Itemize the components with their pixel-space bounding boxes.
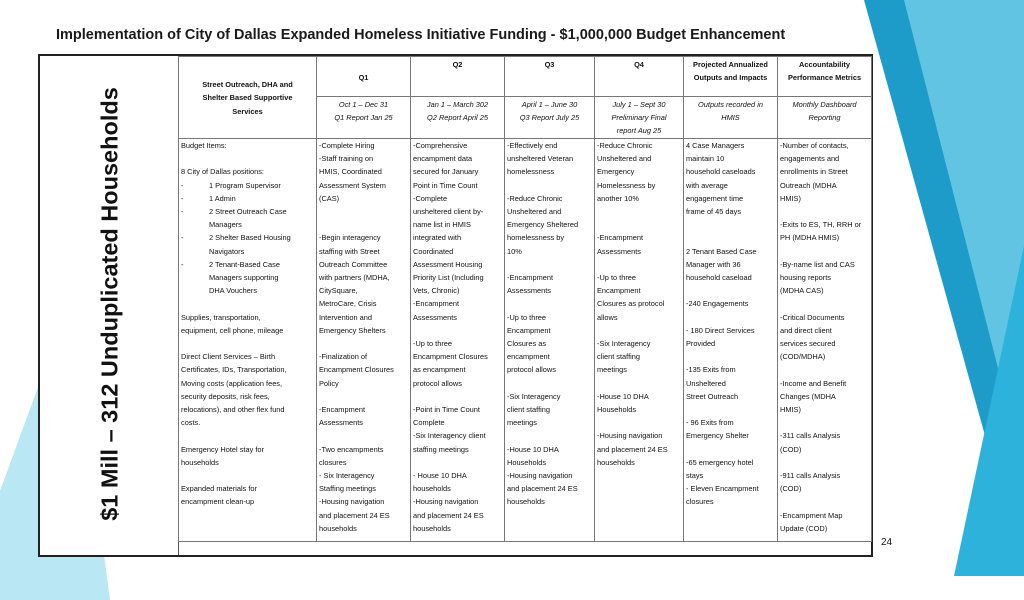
positions-label: 8 City of Dallas positions: xyxy=(181,167,264,177)
cell-line: Homelessness by xyxy=(597,180,656,190)
cell-line: -Housing navigation xyxy=(413,497,479,507)
cell-line xyxy=(507,429,592,442)
cell-line: Intervention and xyxy=(319,312,373,322)
cell-line: -Encampment xyxy=(413,299,460,309)
cell-line: unsheltered client by- xyxy=(413,207,484,217)
position-item-cont: Managers xyxy=(209,220,242,230)
cell-line: Encampment Closures xyxy=(413,352,488,362)
budget-table-frame xyxy=(38,54,873,557)
cell-line: encampment data xyxy=(413,154,473,164)
cell-line: Emergency Shelters xyxy=(319,325,386,335)
cell-line: Unsheltered and xyxy=(597,154,652,164)
cell-line xyxy=(780,416,869,429)
header-lead-cell xyxy=(179,57,317,139)
cell-line: protocol allows xyxy=(507,365,556,375)
direct-services-line: relocations), and other flex fund xyxy=(181,405,285,415)
cell-line: -Six Interagency xyxy=(597,338,651,348)
cell-line xyxy=(597,324,681,337)
supplies-line: Supplies, transportation, xyxy=(181,312,261,322)
cell-line xyxy=(319,429,408,442)
cell-line: MetroCare, Crisis xyxy=(319,299,377,309)
implementation-table xyxy=(178,56,872,542)
cell-line xyxy=(507,179,592,192)
cell-line: household caseload xyxy=(686,273,752,282)
cell-line: maintain 10 xyxy=(686,154,725,164)
cell-line xyxy=(780,363,869,376)
cell-line: -Point in Time Count xyxy=(413,405,480,415)
cell-line: HMIS, Coordinated xyxy=(319,167,382,177)
cell-line: Changes (MDHA xyxy=(780,391,836,401)
cell-line: -Begin interagency xyxy=(319,233,381,243)
cell-line xyxy=(780,297,869,310)
header-lead-line: Street Outreach, DHA and xyxy=(202,80,293,90)
cell-line: homelessness by xyxy=(507,233,565,243)
cell-line: name list in HMIS xyxy=(413,220,471,230)
cell-line: (CAS) xyxy=(319,193,340,203)
cell-line xyxy=(413,456,502,469)
side-label: $1 Mill – 312 Unduplicated Households xyxy=(96,87,123,521)
cell-line: 2 Tenant Based Case xyxy=(686,246,757,256)
cell-line: housing reports xyxy=(780,273,831,282)
cell-line: Policy xyxy=(319,378,339,388)
cell-line: as encampment xyxy=(413,365,466,375)
header-row xyxy=(179,57,872,97)
cell-line: -Reduce Chronic xyxy=(597,141,653,150)
cell-line: meetings xyxy=(597,365,627,375)
cell-line: -Six Interagency client xyxy=(413,431,486,441)
cell-line: allows xyxy=(597,312,618,322)
cell-line xyxy=(507,377,592,390)
subheader-q2: Jan 1 – March 302 Q2 Report April 25 xyxy=(411,97,505,139)
cell-line xyxy=(319,205,408,218)
subheader-q3: April 1 – June 30 Q3 Report July 25 xyxy=(505,97,595,139)
cell-line: -House 10 DHA xyxy=(507,444,559,454)
cell-line: meetings xyxy=(507,418,537,428)
cell-line: Emergency Sheltered xyxy=(507,220,579,230)
position-item-cont: Navigators xyxy=(209,246,245,256)
header-lead-line: Shelter Based Supportive xyxy=(202,93,293,103)
cell-line: Outreach Committee xyxy=(319,259,388,269)
position-item-cont: DHA Vouchers xyxy=(209,286,258,296)
hotel-line: Emergency Hotel stay for xyxy=(181,444,264,454)
cell-line: -Two encampments xyxy=(319,444,384,454)
cell-line: 4 Case Managers xyxy=(686,141,745,150)
cell-line: (COD) xyxy=(780,444,802,454)
budget-items-label: Budget Items: xyxy=(181,141,227,150)
cell-line: stays xyxy=(686,470,704,480)
cell-line xyxy=(597,377,681,390)
cell-line: Provided xyxy=(686,338,716,348)
cell-line: -Encampment xyxy=(597,233,644,243)
cell-line: Update (COD) xyxy=(780,523,828,533)
cell-line: (COD/MDHA) xyxy=(780,352,826,362)
page-number: 24 xyxy=(881,537,893,548)
direct-services-line: costs. xyxy=(181,418,201,428)
cell-line: Encampment Closures xyxy=(319,365,394,375)
cell-line: -Finalization of xyxy=(319,352,368,362)
cell-line: frame of 45 days xyxy=(686,207,742,217)
subheader-projected: Outputs recorded in HMIS xyxy=(684,97,778,139)
cell-line: households xyxy=(413,484,451,494)
cell-line: and direct client xyxy=(780,325,832,335)
q3-cell xyxy=(505,139,595,542)
cell-line xyxy=(780,456,869,469)
cell-line: (MDHA CAS) xyxy=(780,286,824,296)
cell-line xyxy=(413,324,502,337)
header-projected: Projected Annualized Outputs and Impacts xyxy=(684,57,778,97)
cell-line: -Income and Benefit xyxy=(780,378,847,388)
cell-line xyxy=(686,284,775,297)
body-row xyxy=(179,139,872,542)
header-q2: Q2 xyxy=(411,57,505,97)
cell-line: with partners (MDHA, xyxy=(319,273,390,282)
cell-line xyxy=(686,403,775,416)
cell-line: Assessment Housing xyxy=(413,259,483,269)
cell-line: -Housing navigation xyxy=(507,471,573,480)
cell-line: households xyxy=(319,523,357,533)
cell-line: 10% xyxy=(507,246,522,256)
cell-line: secured for January xyxy=(413,167,479,177)
cell-line: -Up to three xyxy=(413,339,453,349)
slide-title: Implementation of City of Dallas Expanded Homeless Initiative Funding - $1,000,000 Budget Enhancement xyxy=(56,27,786,43)
cell-line: -Number of contacts, xyxy=(780,141,849,150)
cell-line: encampment xyxy=(507,352,550,362)
cell-line: Unsheltered and xyxy=(507,207,562,216)
cell-line: Closures as xyxy=(507,339,547,348)
subheader-accountability: Monthly Dashboard Reporting xyxy=(778,97,872,139)
subheader-q1: Oct 1 – Dec 31 Q1 Report Jan 25 xyxy=(317,97,411,139)
cell-line: Priority List (Including xyxy=(413,273,484,283)
cell-line: -Up to three xyxy=(597,272,637,282)
cell-line: Vets, Chronic) xyxy=(413,286,460,296)
cell-line: engagement time xyxy=(686,193,744,203)
cell-line: Households xyxy=(507,457,547,467)
cell-line xyxy=(597,258,681,271)
cell-line: another 10% xyxy=(597,193,639,203)
side-panel xyxy=(40,56,179,555)
cell-line xyxy=(507,258,592,271)
projected-cell xyxy=(684,139,778,542)
cell-line: closures xyxy=(319,457,347,467)
cell-line: Unsheltered xyxy=(686,378,726,388)
cell-line: household caseloads xyxy=(686,167,756,177)
subheader-q4: July 1 – Sept 30 Preliminary Final report Aug 25 xyxy=(595,97,684,139)
cell-line: staffing meetings xyxy=(413,444,469,454)
cell-line: staffing with Street xyxy=(319,246,380,256)
q4-cell xyxy=(595,139,684,542)
cell-line: -Housing navigation xyxy=(319,497,385,507)
cell-line: Complete xyxy=(413,418,445,428)
cell-line xyxy=(413,390,502,403)
q1-cell xyxy=(317,139,411,542)
cell-line: Encampment xyxy=(597,286,641,296)
cell-line: integrated with xyxy=(413,233,462,243)
cell-line: Coordinated xyxy=(413,246,454,256)
cell-line: Assessments xyxy=(413,312,457,322)
cell-line: Encampment xyxy=(507,325,551,335)
cell-line: households xyxy=(413,523,451,533)
cell-line xyxy=(686,350,775,363)
cell-line: -Complete Hiring xyxy=(319,141,375,150)
cell-line: Street Outreach xyxy=(686,391,739,401)
cell-line: households xyxy=(507,497,545,507)
cell-line: -House 10 DHA xyxy=(597,391,649,401)
cell-line: HMIS) xyxy=(780,405,801,414)
cell-line: -Encampment xyxy=(319,405,366,414)
cell-line: services secured xyxy=(780,339,836,348)
cell-line: -Staff training on xyxy=(319,154,374,164)
cell-line: Assessments xyxy=(319,418,363,428)
header-q1: Q1 xyxy=(317,57,411,97)
cell-line: Assessment System xyxy=(319,180,386,190)
cell-line xyxy=(780,245,869,258)
cell-line: protocol allows xyxy=(413,378,462,388)
cell-line: and placement 24 ES xyxy=(413,510,484,520)
cell-line: enrollments in Street xyxy=(780,167,848,177)
cell-line: PH (MDHA HMIS) xyxy=(780,233,840,243)
cell-line xyxy=(686,218,775,231)
cell-line xyxy=(597,416,681,429)
hotel-line: households xyxy=(181,457,219,467)
cell-line: Outreach (MDHA xyxy=(780,180,837,190)
cell-line: (COD) xyxy=(780,484,802,494)
cell-line: Emergency Shelter xyxy=(686,431,749,441)
materials-line: Expanded materials for xyxy=(181,484,257,494)
cell-line: Assessments xyxy=(597,246,641,256)
cell-line: homelessness xyxy=(507,167,555,177)
cell-line xyxy=(780,205,869,218)
cell-line: - 96 Exits from xyxy=(686,418,734,428)
cell-line: -By-name list and CAS xyxy=(780,259,855,269)
cell-line xyxy=(686,311,775,324)
position-item: - 1 Admin xyxy=(181,192,314,205)
cell-line: - House 10 DHA xyxy=(413,471,467,481)
cell-line: and placement 24 ES xyxy=(319,510,390,520)
cell-line: Closures as protocol xyxy=(597,299,665,309)
direct-services-line: Direct Client Services – Birth xyxy=(181,352,276,362)
cell-line: -311 calls Analysis xyxy=(780,431,841,441)
header-accountability: Accountability Performance Metrics xyxy=(778,57,872,97)
supplies-line: equipment, cell phone, mileage xyxy=(181,325,284,335)
cell-line xyxy=(319,218,408,231)
cell-line: -Critical Documents xyxy=(780,312,845,322)
cell-line: client staffing xyxy=(597,352,641,362)
cell-line: -Six Interagency xyxy=(507,391,561,401)
cell-line xyxy=(507,297,592,310)
cell-line xyxy=(686,443,775,456)
cell-line: -65 emergency hotel xyxy=(686,457,754,467)
position-item: - 2 Street Outreach Case xyxy=(181,205,314,218)
cell-line: -Complete xyxy=(413,193,448,203)
cell-line: -Exits to ES, TH, RRH or xyxy=(780,220,862,230)
cell-line xyxy=(780,495,869,508)
cell-line: -Effectively end xyxy=(507,141,558,150)
cell-line: Manager with 36 xyxy=(686,259,741,269)
cell-line: -Encampment xyxy=(507,273,554,282)
header-q4: Q4 xyxy=(595,57,684,97)
cell-line: households xyxy=(597,457,635,467)
cell-line: client staffing xyxy=(507,405,551,414)
materials-line: encampment clean-up xyxy=(181,497,255,507)
position-item: - 2 Shelter Based Housing xyxy=(181,231,314,244)
cell-line: HMIS) xyxy=(780,193,801,203)
cell-line: Emergency xyxy=(597,167,635,177)
cell-line: -240 Engagements xyxy=(686,299,749,309)
cell-line: Staffing meetings xyxy=(319,484,376,494)
cell-line: -Up to three xyxy=(507,312,547,322)
cell-line xyxy=(319,390,408,403)
q2-cell xyxy=(411,139,505,542)
decorative-triangle-bottom-right xyxy=(954,246,1024,576)
cell-line: -Comprehensive xyxy=(413,141,468,150)
cell-line: Assessments xyxy=(507,286,551,296)
accountability-cell xyxy=(778,139,872,542)
direct-services-line: Moving costs (application fees, xyxy=(181,378,283,388)
header-q3: Q3 xyxy=(505,57,595,97)
position-item-cont: Managers supporting xyxy=(209,273,279,283)
direct-services-line: security deposits, risk fees, xyxy=(181,391,270,401)
cell-line: -Housing navigation xyxy=(597,431,663,441)
header-lead-line: Services xyxy=(232,106,263,116)
cell-line: and placement 24 ES xyxy=(507,484,578,494)
cell-line: engagements and xyxy=(780,154,840,164)
cell-line xyxy=(319,337,408,350)
cell-line xyxy=(686,231,775,244)
cell-line: - Six Interagency xyxy=(319,471,375,480)
cell-line: - Eleven Encampment xyxy=(686,484,759,494)
cell-line: and placement 24 ES xyxy=(597,444,668,454)
cell-line xyxy=(597,205,681,218)
cell-line: - 180 Direct Services xyxy=(686,325,755,335)
cell-line: -Encampment Map xyxy=(780,510,843,520)
cell-line: with average xyxy=(686,180,728,190)
direct-services-line: Certificates, IDs, Transportation, xyxy=(181,365,287,375)
cell-line: Households xyxy=(597,404,637,414)
cell-line: Point in Time Count xyxy=(413,180,478,190)
position-item: - 2 Tenant-Based Case xyxy=(181,258,314,271)
cell-line: -911 calls Analysis xyxy=(780,470,841,480)
cell-line: -135 Exits from xyxy=(686,365,736,375)
cell-line: CitySquare, xyxy=(319,286,358,296)
cell-line: unsheltered Veteran xyxy=(507,154,574,164)
cell-line xyxy=(597,218,681,231)
budget-items-cell xyxy=(179,139,317,542)
cell-line: closures xyxy=(686,497,714,507)
position-item: - 1 Program Supervisor xyxy=(181,179,314,192)
cell-line: -Reduce Chronic xyxy=(507,193,563,203)
